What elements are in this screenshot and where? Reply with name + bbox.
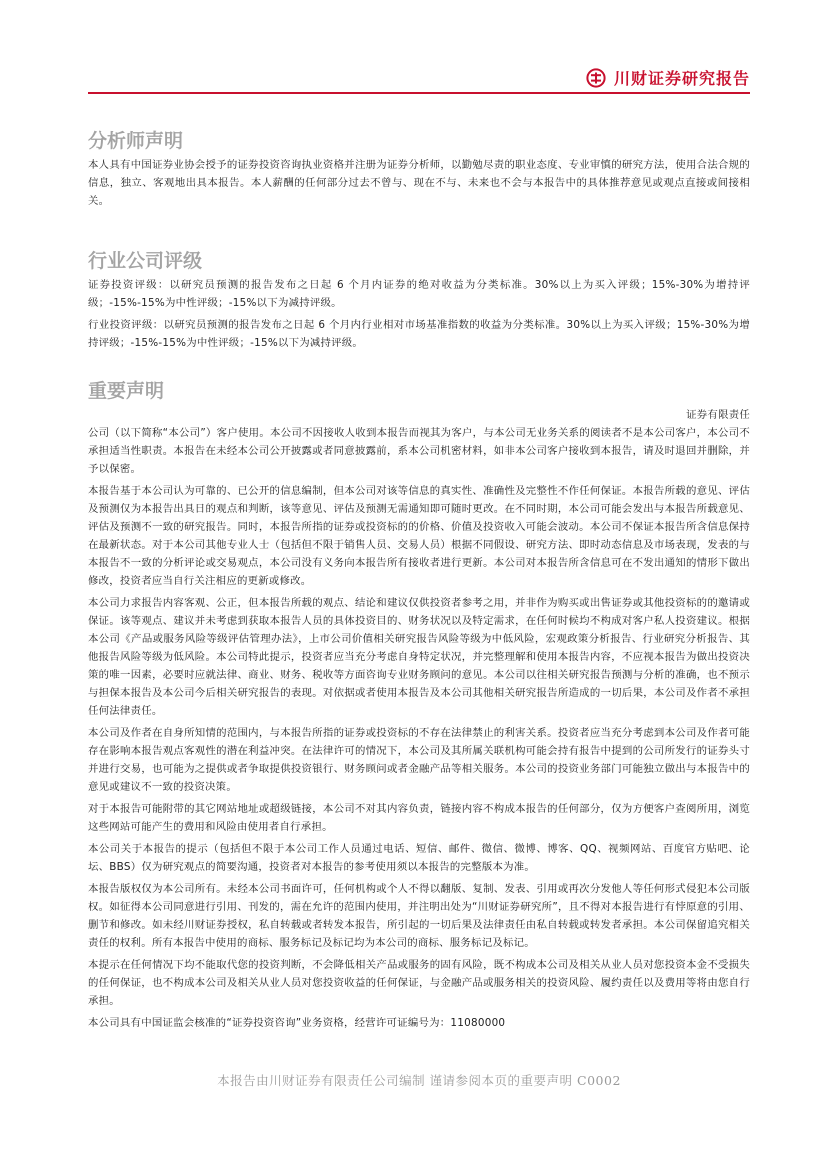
industry-rating-text: 行业投资评级：以研究员预测的报告发布之日起 6 个月内行业相对市场基准指数的收益为分类标准。30%以上为买入评级；15%-30%为增持评级；-15%-15%为中性评级；-15%以下为减持评级。 — [88, 319, 750, 349]
disclaimer-paragraph-1: 公司（以下简称“本公司”）客户使用。本公司不因接收人收到本报告而视其为客户，与本公司无业务关系的阅读者不是本公司客户，本公司不承担适当性职责。本报告在未经本公司公开披露或者同意披露前，系本公司机密材料，如非本公司客户接收到本报告，请及时退回并删除，并予以保密。 — [88, 427, 750, 475]
analyst-statement-text: 本人具有中国证券业协会授予的证券投资咨询执业资格并注册为证券分析师，以勤勉尽责的职业态度、专业审慎的研究方法，使用合法合规的信息，独立、客观地出具本报告。本人薪酬的任何部分过去不曾与、现在不与、未来也不会与本报告中的具体推荐意见或观点直接或间接相关。 — [88, 159, 750, 207]
disclaimer-paragraph-5: 对于本报告可能附带的其它网站地址或超级链接，本公司不对其内容负责，链接内容不构成本报告的任何部分，仅为方便客户查阅所用，浏览这些网站可能产生的费用和风险由使用者自行承担。 — [88, 803, 750, 833]
disclaimer-company-line: 证券有限责任 — [686, 409, 750, 421]
page-footer: 本报告由川财证券有限责任公司编制 谨请参阅本页的重要声明 C0002 — [217, 1073, 621, 1088]
brand-name: 川财证券研究报告 — [613, 69, 750, 88]
disclaimer-paragraph-9: 本公司具有中国证监会核准的“证券投资咨询”业务资格，经营许可证编号为：11080000 — [88, 1017, 506, 1029]
disclaimer-title: 重要声明 — [88, 380, 165, 402]
rating-title: 行业公司评级 — [88, 250, 203, 272]
report-content — [88, 126, 750, 1032]
disclaimer-paragraph-6: 本公司关于本报告的提示（包括但不限于本公司工作人员通过电话、短信、邮件、微信、微博、博客、QQ、视频网站、百度官方贴吧、论坛、BBS）仅为研究观点的简要沟通，投资者对本报告的参考使用须以本报告的完整版本为准。 — [88, 843, 750, 873]
page-header — [88, 64, 750, 94]
disclaimer-paragraph-3: 本公司力求报告内容客观、公正，但本报告所载的观点、结论和建议仅供投资者参考之用，并非作为购买或出售证券或其他投资标的的邀请或保证。该等观点、建议并未考虑到获取本报告人员的具体投资目的、财务状况以及特定需求，在任何时候均不构成对客户私人投资建议。根据本公司《产品或服务风险等级评估管理办法》，上市公司价值相关研究报告风险等级为中低风险，宏观政策分析报告、行业研究分析报告、其他报告风险等级为低风险。本公司特此提示，投资者应当充分考虑自身特定状况，并完整理解和使用本报告内容，不应视本报告为做出投资决策的唯一因素，必要时应就法律、商业、财务、税收等方面咨询专业财务顾问的意见。本公司以往相关研究报告预测与分析的准确，也不预示与担保本报告及本公司今后相关研究报告的表现。对依据或者使用本报告及本公司其他相关研究报告所造成的一切后果，本公司及作者不承担任何法律责任。 — [88, 597, 750, 717]
header-divider — [88, 92, 750, 94]
chuancai-logo-icon — [586, 68, 606, 88]
stock-rating-text: 证券投资评级：以研究员预测的报告发布之日起 6 个月内证券的绝对收益为分类标准。30%以上为买入评级；15%-30%为增持评级；-15%-15%为中性评级；-15%以下为减持评级。 — [88, 279, 750, 309]
disclaimer-paragraph-4: 本公司及作者在自身所知情的范围内，与本报告所指的证券或投资标的不存在法律禁止的利害关系。投资者应当充分考虑到本公司及作者可能存在影响本报告观点客观性的潜在利益冲突。在法律许可的情况下，本公司及其所属关联机构可能会持有报告中提到的公司所发行的证券头寸并进行交易，也可能为之提供或者争取提供投资银行、财务顾问或者金融产品等相关服务。本公司的投资业务部门可能独立做出与本报告中的意见或建议不一致的投资决策。 — [88, 727, 750, 793]
disclaimer-paragraph-7: 本报告版权仅为本公司所有。未经本公司书面许可，任何机构或个人不得以翻版、复制、发表、引用或再次分发他人等任何形式侵犯本公司版权。如征得本公司同意进行引用、刊发的，需在允许的范围内使用，并注明出处为“川财证券研究所”，且不得对本报告进行有悖原意的引用、删节和修改。如未经川财证券授权，私自转载或者转发本报告，所引起的一切后果及法律责任由私自转载或转发者承担。本公司保留追究相关责任的权利。所有本报告中使用的商标、服务标记及标记均为本公司的商标、服务标记及标记。 — [88, 883, 750, 949]
brand-logo — [586, 66, 750, 89]
disclaimer-paragraph-2: 本报告基于本公司认为可靠的、已公开的信息编制，但本公司对该等信息的真实性、准确性及完整性不作任何保证。本报告所载的意见、评估及预测仅为本报告出具日的观点和判断，该等意见、评估及预测无需通知即可随时更改。在不同时期，本公司可能会发出与本报告所载意见、评估及预测不一致的研究报告。同时，本报告所指的证券或投资标的的价格、价值及投资收入可能会波动。本公司不保证本报告所含信息保持在最新状态。对于本公司其他专业人士（包括但不限于销售人员、交易人员）根据不同假设、研究方法、即时动态信息及市场表现，发表的与本报告不一致的分析评论或交易观点，本公司没有义务向本报告所有接收者进行更新。本公司对本报告所含信息可在不发出通知的情形下做出修改，投资者应当自行关注相应的更新或修改。 — [88, 485, 750, 587]
disclaimer-paragraph-8: 本提示在任何情况下均不能取代您的投资判断，不会降低相关产品或服务的固有风险，既不构成本公司及相关从业人员对您投资本金不受损失的任何保证，也不构成本公司及相关从业人员对您投资收益的任何保证，与金融产品或服务相关的投资风险、履约责任以及费用等将由您自行承担。 — [88, 959, 750, 1007]
analyst-statement-title: 分析师声明 — [88, 130, 184, 152]
